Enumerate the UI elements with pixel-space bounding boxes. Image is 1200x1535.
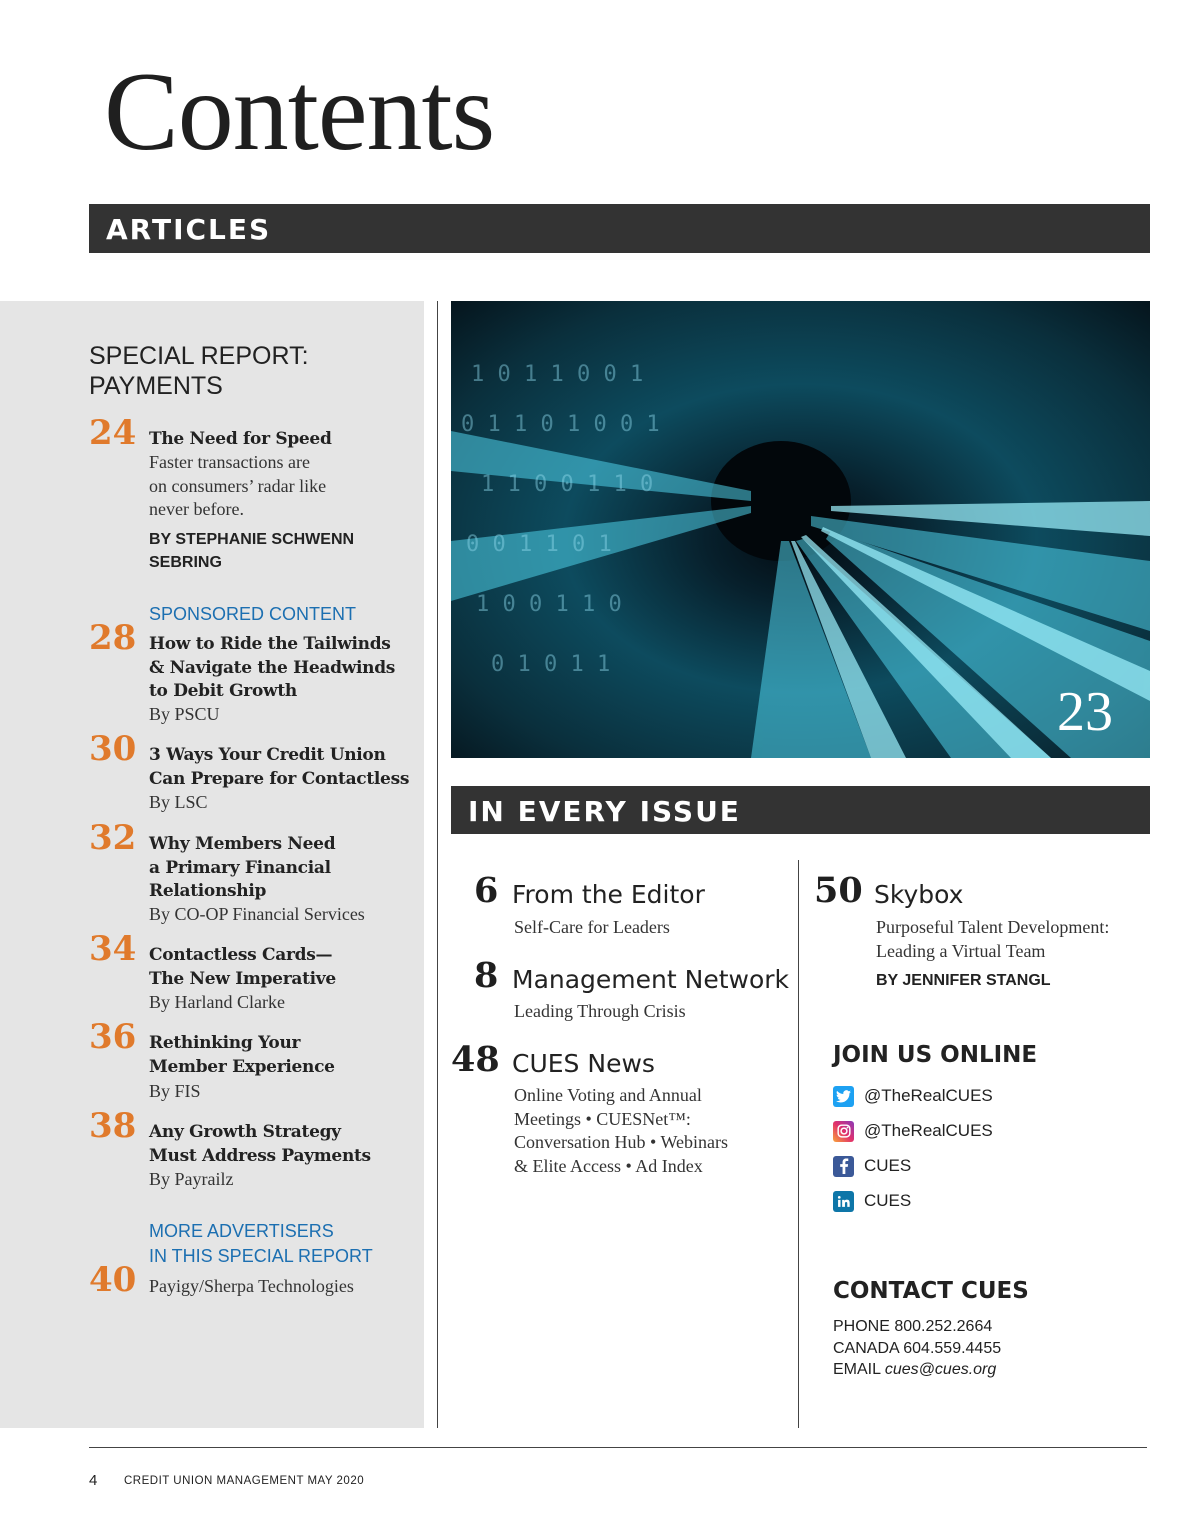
linkedin-name: CUES [864,1191,912,1210]
article-page-number: 38 [89,1106,137,1146]
article-byline: By PSCU [149,704,220,724]
article-title[interactable]: Contactless Cards— The New Imperative [149,945,336,989]
twitter-icon [833,1086,854,1107]
facebook-link[interactable] [833,1155,911,1177]
svg-text:1 0 1 1 0 0 1: 1 0 1 1 0 0 1 [471,362,644,387]
issue-title[interactable]: Skybox [874,880,964,909]
issue-title[interactable]: Management Network [512,965,790,994]
instagram-link[interactable] [833,1120,993,1142]
article-title[interactable]: The Need for Speed [149,429,332,449]
in-every-issue-header: IN EVERY ISSUE [451,786,1150,834]
article-title[interactable]: Rethinking Your Member Experience [149,1033,335,1077]
more-advertisers-label: MORE ADVERTISERS IN THIS SPECIAL REPORT [149,1221,373,1266]
svg-text:0 0 1 1 0 1: 0 0 1 1 0 1 [466,532,612,557]
articles-section-header: ARTICLES [89,204,1150,253]
advertiser-list: Payigy/Sherpa Technologies [149,1276,354,1296]
article-page-number: 34 [89,929,137,969]
article-page-number: 28 [89,618,137,658]
column-divider-left [437,301,438,1428]
special-report-heading: SPECIAL REPORT: PAYMENTS [89,342,309,400]
footer-publication: CREDIT UNION MANAGEMENT MAY 2020 [124,1475,365,1487]
article-page-number: 36 [89,1017,137,1057]
issue-description: Online Voting and Annual Meetings • CUESNet™: Conversation Hub • Webinars & Elite Access • Ad Index [514,1085,728,1176]
article-page-number: 40 [89,1260,137,1300]
article-description: Faster transactions are on consumers’ radar like never before. [149,452,327,519]
contact-details [833,1316,1001,1381]
svg-text:1 0 0 1 1 0: 1 0 0 1 1 0 [476,592,622,617]
email-link[interactable]: cues@cues.org [884,1361,997,1378]
linkedin-icon [833,1191,854,1212]
article-title[interactable]: Any Growth Strategy Must Address Payments [149,1122,371,1166]
join-online-heading: JOIN US ONLINE [833,1042,1038,1068]
article-byline: By Payrailz [149,1169,234,1189]
issue-description: Leading Through Crisis [514,1001,686,1021]
footer-page-number: 4 [89,1472,98,1489]
issue-description: Purposeful Talent Development: Leading a Virtual Team [876,917,1110,961]
issue-title[interactable]: From the Editor [512,880,705,909]
issue-title[interactable]: CUES News [512,1049,655,1078]
instagram-icon [833,1121,854,1142]
phone-line: PHONE 800.252.2664 [833,1318,993,1335]
issue-page-number: 48 [451,1039,500,1080]
article-page-number: 32 [89,818,137,858]
email-line: EMAIL cues@cues.org [833,1361,997,1378]
article-author: BY STEPHANIE SCHWENN SEBRING [149,531,355,571]
issue-page-number: 8 [474,955,499,996]
column-divider-right [798,860,799,1428]
canada-line: CANADA 604.559.4455 [833,1339,1002,1357]
twitter-handle: @TheRealCUES [864,1086,993,1105]
page-title: Contents [104,50,495,174]
svg-text:0 1 1 0 1 0 0 1: 0 1 1 0 1 0 0 1 [461,412,660,437]
data-tunnel-image [451,301,1150,758]
feature-photo-page-number: 23 [1057,681,1113,743]
issue-page-number: 50 [814,870,863,911]
footer-rule [89,1447,1147,1448]
feature-photo[interactable] [451,301,1150,758]
article-byline: By CO-OP Financial Services [149,904,365,924]
contact-heading: CONTACT CUES [833,1278,1029,1304]
instagram-handle: @TheRealCUES [864,1121,993,1140]
article-title[interactable]: How to Ride the Tailwinds & Navigate the Headwinds to Debit Growth [149,634,396,701]
facebook-name: CUES [864,1156,912,1175]
linkedin-link[interactable] [833,1190,911,1212]
article-byline: By LSC [149,792,208,812]
issue-page-number: 6 [474,870,499,911]
article-page-number: 24 [89,413,137,453]
article-title[interactable]: Why Members Need a Primary Financial Relationship [149,834,336,901]
facebook-icon [833,1156,854,1177]
svg-text:1 1 0 0 1 1 0: 1 1 0 0 1 1 0 [481,472,654,497]
article-byline: By Harland Clarke [149,992,285,1012]
svg-text:0 1 0 1 1: 0 1 0 1 1 [491,652,611,677]
twitter-link[interactable] [833,1085,993,1107]
sponsored-content-label: SPONSORED CONTENT [149,604,357,624]
article-page-number: 30 [89,729,137,769]
article-title[interactable]: 3 Ways Your Credit Union Can Prepare for Contactless [149,745,410,789]
issue-description: Self-Care for Leaders [514,917,670,937]
article-byline: By FIS [149,1081,201,1101]
issue-author: BY JENNIFER STANGL [876,972,1051,989]
